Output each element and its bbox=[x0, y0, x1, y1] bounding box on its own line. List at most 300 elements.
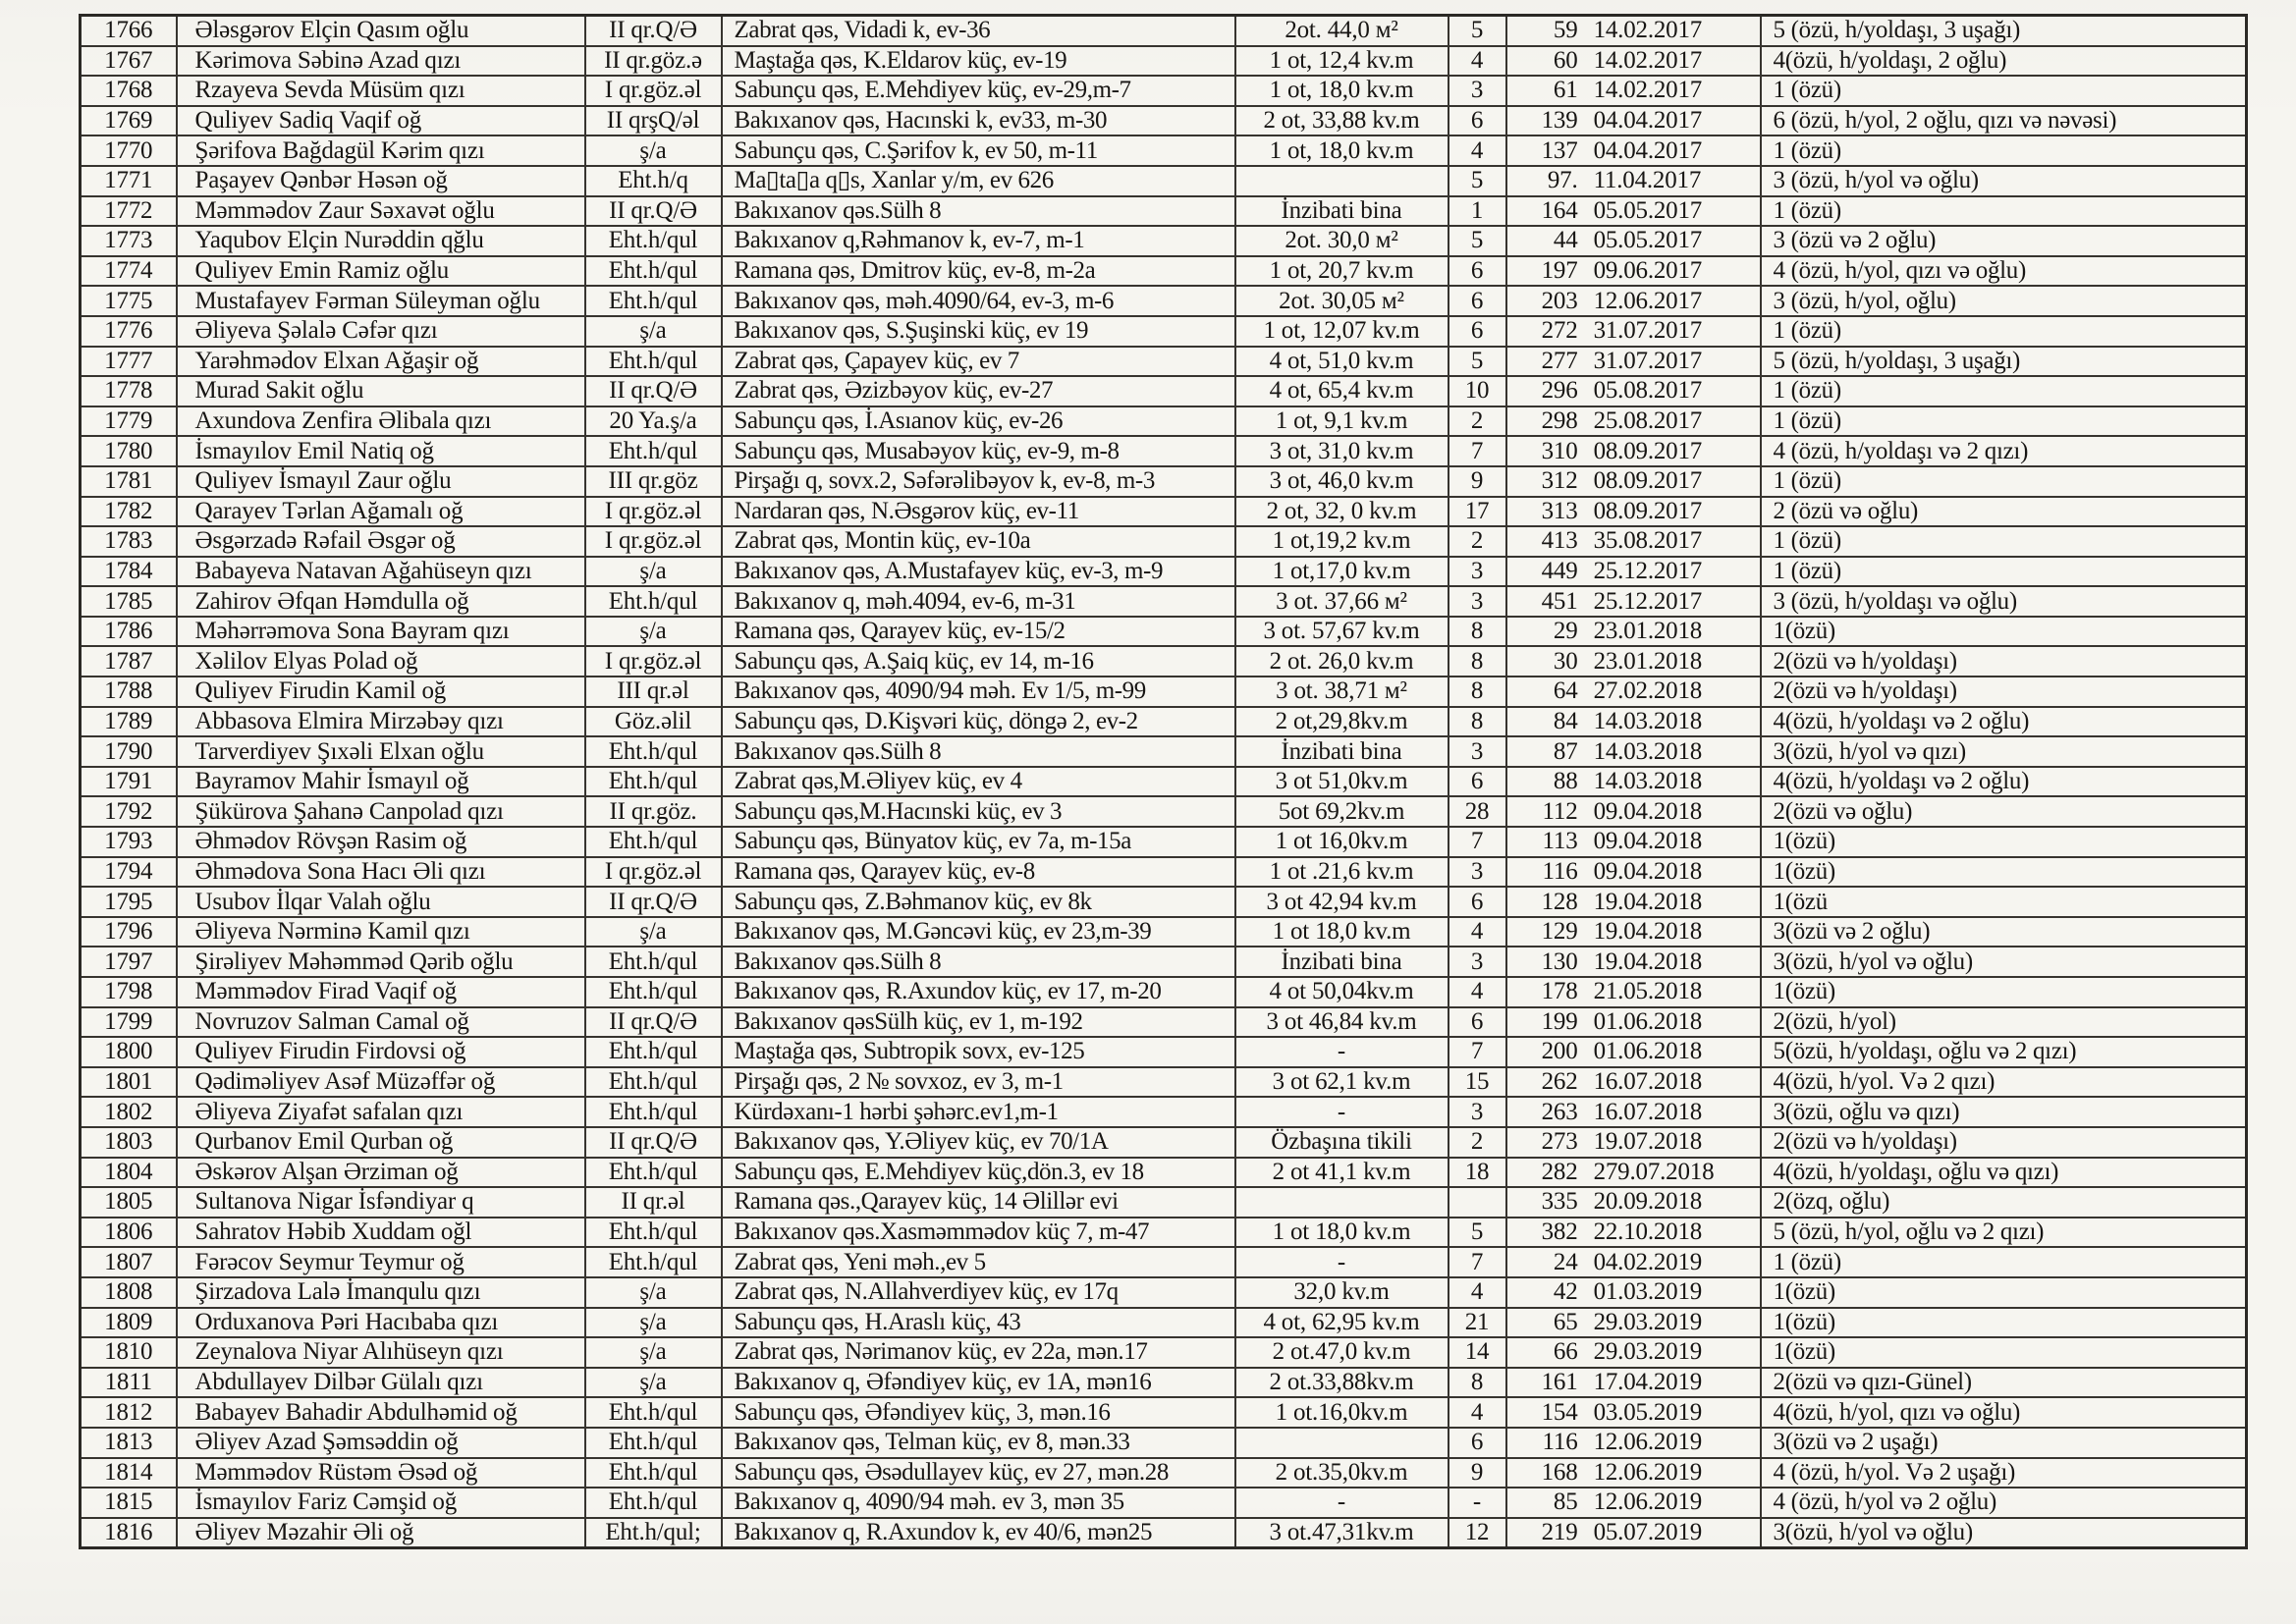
cell-count: 6 bbox=[1449, 106, 1506, 136]
table-row bbox=[81, 617, 2247, 647]
cell-family-members: 3(özü, h/yol və qızı) bbox=[1761, 736, 2247, 767]
cell-family-members: 1(özü) bbox=[1761, 857, 2247, 888]
cell-person-name: Abdullayev Dilbər Gülalı qızı bbox=[177, 1368, 585, 1398]
protocol-number: 113 bbox=[1542, 828, 1578, 855]
cell-category: Eht.h/qul bbox=[585, 436, 722, 466]
cell-protocol-date bbox=[1506, 707, 1761, 737]
table-row bbox=[81, 1247, 2247, 1277]
cell-apartment-info: 3 ot 51,0kv.m bbox=[1235, 767, 1449, 797]
table-row bbox=[81, 736, 2247, 767]
protocol-number: 449 bbox=[1541, 557, 1578, 584]
cell-category: ş/a bbox=[585, 917, 722, 947]
cell-category: ş/a bbox=[585, 1308, 722, 1338]
cell-family-members: 6 (özü, h/yol, 2 oğlu, qızı və nəvəsi) bbox=[1761, 106, 2247, 136]
cell-family-members: 1(özü) bbox=[1761, 977, 2247, 1007]
cell-row-number: 1782 bbox=[81, 497, 177, 527]
cell-address: Sabunçu qəs, D.Kişvəri küç, döngə 2, ev-2 bbox=[722, 707, 1235, 737]
cell-address: Bakıxanov qəs, Y.Əliyev küç, ev 70/1A bbox=[722, 1127, 1235, 1158]
cell-address: Zabrat qəs, Yeni məh.,ev 5 bbox=[722, 1247, 1235, 1277]
table-row bbox=[81, 526, 2247, 557]
cell-address: Ramana qəs, Qarayev küç, ev-15/2 bbox=[722, 617, 1235, 647]
cell-protocol-date bbox=[1506, 887, 1761, 917]
registration-date: 05.08.2017 bbox=[1593, 377, 1703, 405]
registration-date: 05.07.2019 bbox=[1593, 1518, 1703, 1545]
cell-person-name: Əsgərzadə Rəfail Əsgər oğ bbox=[177, 526, 585, 557]
cell-category: II qrşQ/əl bbox=[585, 106, 722, 136]
cell-apartment-info: İnzibati bina bbox=[1235, 736, 1449, 767]
table-row bbox=[81, 977, 2247, 1007]
cell-person-name: Rzayeva Sevda Müsüm qızı bbox=[177, 76, 585, 106]
table-row bbox=[81, 1518, 2247, 1548]
cell-address: Zabrat qəs, Vidadi k, ev-36 bbox=[722, 16, 1235, 46]
cell-count: 1 bbox=[1449, 196, 1506, 227]
protocol-number: 88 bbox=[1553, 768, 1578, 795]
registration-date: 19.04.2018 bbox=[1593, 888, 1703, 915]
protocol-number: 263 bbox=[1541, 1098, 1578, 1125]
table-row bbox=[81, 135, 2247, 166]
cell-category: III qr.əl bbox=[585, 677, 722, 707]
cell-person-name: Yarəhmədov Elxan Ağaşir oğ bbox=[177, 347, 585, 377]
cell-protocol-date bbox=[1506, 1308, 1761, 1338]
cell-category: Eht.h/qul bbox=[585, 1247, 722, 1277]
table-row bbox=[81, 1007, 2247, 1038]
cell-category: I qr.göz.əl bbox=[585, 76, 722, 106]
cell-protocol-date bbox=[1506, 796, 1761, 827]
cell-apartment-info: İnzibati bina bbox=[1235, 947, 1449, 977]
cell-protocol-date bbox=[1506, 1127, 1761, 1158]
registration-date: 12.06.2019 bbox=[1593, 1458, 1703, 1486]
cell-count: 5 bbox=[1449, 347, 1506, 377]
cell-apartment-info: 3 ot. 57,67 kv.m bbox=[1235, 617, 1449, 647]
registration-date: 03.05.2019 bbox=[1593, 1398, 1703, 1426]
cell-person-name: Şərifova Bağdagül Kərim qızı bbox=[177, 135, 585, 166]
cell-address: Sabunçu qəs, E.Mehdiyev küç,dön.3, ev 18 bbox=[722, 1158, 1235, 1188]
registration-date: 25.12.2017 bbox=[1593, 557, 1703, 584]
cell-category: Eht.h/qul bbox=[585, 1458, 722, 1489]
cell-protocol-date bbox=[1506, 917, 1761, 947]
cell-protocol-date bbox=[1506, 1368, 1761, 1398]
cell-category: II qr.Q/Ə bbox=[585, 1127, 722, 1158]
cell-row-number: 1816 bbox=[81, 1518, 177, 1548]
cell-apartment-info: 32,0 kv.m bbox=[1235, 1277, 1449, 1308]
protocol-number: 203 bbox=[1541, 287, 1578, 314]
cell-apartment-info: 4 ot, 51,0 kv.m bbox=[1235, 347, 1449, 377]
protocol-number: 161 bbox=[1541, 1369, 1578, 1396]
table-row bbox=[81, 76, 2247, 106]
cell-apartment-info: 1 ot, 12,07 kv.m bbox=[1235, 316, 1449, 347]
cell-address: Zabrat qəs,M.Əliyev küç, ev 4 bbox=[722, 767, 1235, 797]
cell-apartment-info bbox=[1235, 166, 1449, 196]
registration-date: 29.03.2019 bbox=[1593, 1338, 1703, 1366]
cell-address: Sabunçu qəs, Əsədullayev küç, ev 27, mən.28 bbox=[722, 1458, 1235, 1489]
cell-person-name: Zahirov Əfqan Həmdulla oğ bbox=[177, 586, 585, 617]
cell-family-members: 5 (özü, h/yoldaşı, 3 uşağı) bbox=[1761, 347, 2247, 377]
cell-person-name: İsmayılov Emil Natiq oğ bbox=[177, 436, 585, 466]
cell-apartment-info: 1 ot,19,2 kv.m bbox=[1235, 526, 1449, 557]
cell-category: Eht.h/qul bbox=[585, 977, 722, 1007]
cell-row-number: 1772 bbox=[81, 196, 177, 227]
cell-row-number: 1811 bbox=[81, 1368, 177, 1398]
cell-person-name: Məmmədov Zaur Səxavət oğlu bbox=[177, 196, 585, 227]
protocol-number: 59 bbox=[1553, 17, 1578, 44]
registration-date: 14.02.2017 bbox=[1593, 46, 1703, 74]
cell-protocol-date bbox=[1506, 677, 1761, 707]
cell-category: Eht.h/qul bbox=[585, 226, 722, 256]
cell-category: ş/a bbox=[585, 1368, 722, 1398]
protocol-number: 335 bbox=[1541, 1188, 1578, 1216]
protocol-number: 277 bbox=[1541, 347, 1578, 374]
cell-family-members: 2(özü və h/yoldaşı) bbox=[1761, 1127, 2247, 1158]
registration-date: 05.05.2017 bbox=[1593, 196, 1703, 224]
cell-person-name: Quliyev İsmayıl Zaur oğlu bbox=[177, 466, 585, 497]
cell-protocol-date bbox=[1506, 1337, 1761, 1368]
cell-row-number: 1804 bbox=[81, 1158, 177, 1188]
cell-protocol-date bbox=[1506, 586, 1761, 617]
table-row bbox=[81, 1218, 2247, 1248]
cell-apartment-info: 2 ot.33,88kv.m bbox=[1235, 1368, 1449, 1398]
cell-address: Zabrat qəs, Nərimanov küç, ev 22a, mən.17 bbox=[722, 1337, 1235, 1368]
cell-family-members: 3(özü, h/yol və oğlu) bbox=[1761, 947, 2247, 977]
cell-category: Eht.h/qul bbox=[585, 1158, 722, 1188]
cell-protocol-date bbox=[1506, 256, 1761, 287]
cell-address: Ramana qəs, Qarayev küç, ev-8 bbox=[722, 857, 1235, 888]
table-row bbox=[81, 646, 2247, 677]
cell-count: 4 bbox=[1449, 135, 1506, 166]
cell-person-name: Ələsgərov Elçin Qasım oğlu bbox=[177, 16, 585, 46]
protocol-number: 137 bbox=[1541, 136, 1578, 164]
table-row bbox=[81, 466, 2247, 497]
cell-protocol-date bbox=[1506, 1158, 1761, 1188]
cell-family-members: 2(özü və qızı-Günel) bbox=[1761, 1368, 2247, 1398]
cell-person-name: Əliyev Azad Şəmsəddin oğ bbox=[177, 1428, 585, 1458]
table-row bbox=[81, 376, 2247, 406]
cell-address: Bakıxanov qəs, A.Mustafayev küç, ev-3, m-9 bbox=[722, 557, 1235, 587]
cell-protocol-date bbox=[1506, 166, 1761, 196]
cell-family-members: 4(özü, h/yol, qızı və oğlu) bbox=[1761, 1397, 2247, 1428]
cell-count: 7 bbox=[1449, 1037, 1506, 1067]
cell-apartment-info: 1 ot.16,0kv.m bbox=[1235, 1397, 1449, 1428]
cell-apartment-info: 1 ot, 9,1 kv.m bbox=[1235, 406, 1449, 437]
cell-count: 3 bbox=[1449, 586, 1506, 617]
cell-row-number: 1795 bbox=[81, 887, 177, 917]
table-row bbox=[81, 497, 2247, 527]
cell-count: 3 bbox=[1449, 947, 1506, 977]
cell-category: Eht.h/qul bbox=[585, 1488, 722, 1518]
cell-category: I qr.göz.əl bbox=[585, 857, 722, 888]
cell-row-number: 1798 bbox=[81, 977, 177, 1007]
cell-person-name: Qurbanov Emil Qurban oğ bbox=[177, 1127, 585, 1158]
table-row bbox=[81, 256, 2247, 287]
registration-date: 01.03.2019 bbox=[1593, 1278, 1703, 1306]
cell-row-number: 1806 bbox=[81, 1218, 177, 1248]
cell-category: 20 Ya.ş/a bbox=[585, 406, 722, 437]
registration-date: 19.04.2018 bbox=[1593, 947, 1703, 975]
cell-family-members: 3 (özü, h/yoldaşı və oğlu) bbox=[1761, 586, 2247, 617]
cell-address: Bakıxanov qəsSülh küç, ev 1, m-192 bbox=[722, 1007, 1235, 1038]
protocol-number: 219 bbox=[1541, 1518, 1578, 1545]
table-row bbox=[81, 887, 2247, 917]
cell-apartment-info: - bbox=[1235, 1488, 1449, 1518]
cell-category: I qr.göz.əl bbox=[585, 646, 722, 677]
cell-apartment-info: 2 ot, 33,88 kv.m bbox=[1235, 106, 1449, 136]
cell-row-number: 1788 bbox=[81, 677, 177, 707]
registration-date: 16.07.2018 bbox=[1593, 1098, 1703, 1125]
cell-family-members: 1 (özü) bbox=[1761, 135, 2247, 166]
cell-row-number: 1812 bbox=[81, 1397, 177, 1428]
protocol-number: 30 bbox=[1553, 647, 1578, 675]
cell-address: Bakıxanov q, Əfəndiyev küç, ev 1A, mən16 bbox=[722, 1368, 1235, 1398]
cell-protocol-date bbox=[1506, 1007, 1761, 1038]
cell-count: 17 bbox=[1449, 497, 1506, 527]
cell-family-members: 2(özü və h/yoldaşı) bbox=[1761, 646, 2247, 677]
cell-family-members: 1(özü) bbox=[1761, 1277, 2247, 1308]
table-row bbox=[81, 1127, 2247, 1158]
cell-protocol-date bbox=[1506, 46, 1761, 77]
protocol-number: 64 bbox=[1553, 677, 1578, 705]
cell-address: Bakıxanov q, R.Axundov k, ev 40/6, mən25 bbox=[722, 1518, 1235, 1548]
cell-family-members: 1 (özü) bbox=[1761, 196, 2247, 227]
table-row bbox=[81, 586, 2247, 617]
cell-apartment-info: 2 ot,29,8kv.m bbox=[1235, 707, 1449, 737]
cell-row-number: 1794 bbox=[81, 857, 177, 888]
cell-address: Bakıxanov qəs, R.Axundov küç, ev 17, m-20 bbox=[722, 977, 1235, 1007]
cell-count: 4 bbox=[1449, 1397, 1506, 1428]
cell-family-members: 1 (özü) bbox=[1761, 526, 2247, 557]
cell-apartment-info: Özbaşına tikili bbox=[1235, 1127, 1449, 1158]
cell-category: Eht.h/qul bbox=[585, 947, 722, 977]
cell-protocol-date bbox=[1506, 736, 1761, 767]
table-row bbox=[81, 857, 2247, 888]
cell-row-number: 1777 bbox=[81, 347, 177, 377]
cell-apartment-info: 2 ot.47,0 kv.m bbox=[1235, 1337, 1449, 1368]
cell-person-name: Bayramov Mahir İsmayıl oğ bbox=[177, 767, 585, 797]
cell-protocol-date bbox=[1506, 977, 1761, 1007]
registration-date: 22.10.2018 bbox=[1593, 1218, 1703, 1246]
cell-row-number: 1775 bbox=[81, 286, 177, 316]
table-row bbox=[81, 796, 2247, 827]
cell-protocol-date bbox=[1506, 617, 1761, 647]
cell-category: II qr.göz. bbox=[585, 796, 722, 827]
cell-family-members: 1 (özü) bbox=[1761, 1247, 2247, 1277]
cell-category: ş/a bbox=[585, 557, 722, 587]
protocol-number: 282 bbox=[1541, 1158, 1578, 1185]
cell-category: Eht.h/qul bbox=[585, 1097, 722, 1127]
cell-category: Eht.h/qul bbox=[585, 767, 722, 797]
cell-address: Bakıxanov qəs.Sülh 8 bbox=[722, 196, 1235, 227]
cell-person-name: Şükürova Şahanə Canpolad qızı bbox=[177, 796, 585, 827]
cell-person-name: Murad Sakit oğlu bbox=[177, 376, 585, 406]
cell-category: I qr.göz.əl bbox=[585, 497, 722, 527]
cell-count: 6 bbox=[1449, 1428, 1506, 1458]
protocol-number: 178 bbox=[1541, 978, 1578, 1005]
cell-person-name: Əliyeva Nərminə Kamil qızı bbox=[177, 917, 585, 947]
cell-protocol-date bbox=[1506, 1428, 1761, 1458]
table-row bbox=[81, 1067, 2247, 1098]
table-row bbox=[81, 677, 2247, 707]
cell-address: Bakıxanov qəs, məh.4090/64, ev-3, m-6 bbox=[722, 286, 1235, 316]
registration-date: 35.08.2017 bbox=[1593, 527, 1703, 555]
cell-apartment-info: 3 ot, 31,0 kv.m bbox=[1235, 436, 1449, 466]
cell-row-number: 1815 bbox=[81, 1488, 177, 1518]
cell-apartment-info: 1 ot 18,0 kv.m bbox=[1235, 1218, 1449, 1248]
cell-apartment-info: 3 ot 62,1 kv.m bbox=[1235, 1067, 1449, 1098]
cell-family-members: 1(özü bbox=[1761, 887, 2247, 917]
cell-count: 3 bbox=[1449, 1097, 1506, 1127]
registration-date: 05.05.2017 bbox=[1593, 227, 1703, 254]
registration-date: 12.06.2017 bbox=[1593, 287, 1703, 314]
protocol-number: 413 bbox=[1541, 527, 1578, 555]
cell-protocol-date bbox=[1506, 347, 1761, 377]
cell-apartment-info: İnzibati bina bbox=[1235, 196, 1449, 227]
cell-count: 4 bbox=[1449, 917, 1506, 947]
cell-family-members: 2 (özü və oğlu) bbox=[1761, 497, 2247, 527]
cell-count: 5 bbox=[1449, 16, 1506, 46]
cell-row-number: 1803 bbox=[81, 1127, 177, 1158]
cell-row-number: 1799 bbox=[81, 1007, 177, 1038]
cell-apartment-info: 3 ot 46,84 kv.m bbox=[1235, 1007, 1449, 1038]
cell-category: Eht.h/q bbox=[585, 166, 722, 196]
cell-count: 3 bbox=[1449, 557, 1506, 587]
table-row bbox=[81, 827, 2247, 857]
cell-family-members: 2(özq, oğlu) bbox=[1761, 1187, 2247, 1218]
cell-family-members: 1(özü) bbox=[1761, 1337, 2247, 1368]
cell-protocol-date bbox=[1506, 196, 1761, 227]
cell-apartment-info: 1 ot, 18,0 kv.m bbox=[1235, 76, 1449, 106]
protocol-number: 29 bbox=[1553, 618, 1578, 645]
cell-apartment-info: 4 ot, 62,95 kv.m bbox=[1235, 1308, 1449, 1338]
cell-category: II qr.Q/Ə bbox=[585, 196, 722, 227]
cell-address: Zabrat qəs, N.Allahverdiyev küç, ev 17q bbox=[722, 1277, 1235, 1308]
protocol-number: 61 bbox=[1553, 77, 1578, 104]
cell-apartment-info: 1 ot 18,0 kv.m bbox=[1235, 917, 1449, 947]
cell-apartment-info: 2 ot, 32, 0 kv.m bbox=[1235, 497, 1449, 527]
cell-apartment-info: 2 ot. 26,0 kv.m bbox=[1235, 646, 1449, 677]
table-row bbox=[81, 406, 2247, 437]
cell-count: - bbox=[1449, 1488, 1506, 1518]
cell-address: Bakıxanov qəs.Sülh 8 bbox=[722, 947, 1235, 977]
cell-count: 6 bbox=[1449, 887, 1506, 917]
cell-person-name: Əliyev Məzahir Əli oğ bbox=[177, 1518, 585, 1548]
registration-date: 14.03.2018 bbox=[1593, 707, 1703, 734]
cell-address: Bakıxanov qəs.Sülh 8 bbox=[722, 736, 1235, 767]
cell-apartment-info: 3 ot, 46,0 kv.m bbox=[1235, 466, 1449, 497]
registration-date: 279.07.2018 bbox=[1593, 1158, 1715, 1185]
cell-family-members: 2(özü və oğlu) bbox=[1761, 796, 2247, 827]
cell-apartment-info: 1 ot, 18,0 kv.m bbox=[1235, 135, 1449, 166]
table-row bbox=[81, 316, 2247, 347]
cell-row-number: 1771 bbox=[81, 166, 177, 196]
cell-protocol-date bbox=[1506, 947, 1761, 977]
cell-address: Ramana qəs, Dmitrov küç, ev-8, m-2a bbox=[722, 256, 1235, 287]
cell-apartment-info: 5ot 69,2kv.m bbox=[1235, 796, 1449, 827]
cell-row-number: 1808 bbox=[81, 1277, 177, 1308]
table-row bbox=[81, 1037, 2247, 1067]
registration-date: 31.07.2017 bbox=[1593, 347, 1703, 374]
cell-address: Bakıxanov qəs, Hacınski k, ev33, m-30 bbox=[722, 106, 1235, 136]
cell-family-members: 3(özü və 2 uşağı) bbox=[1761, 1428, 2247, 1458]
cell-protocol-date bbox=[1506, 1097, 1761, 1127]
cell-person-name: Məhərrəmova Sona Bayram qızı bbox=[177, 617, 585, 647]
cell-person-name: İsmayılov Fariz Cəmşid oğ bbox=[177, 1488, 585, 1518]
protocol-number: 262 bbox=[1541, 1068, 1578, 1096]
cell-apartment-info: 2ot. 44,0 м² bbox=[1235, 16, 1449, 46]
cell-person-name: Babayeva Natavan Ağahüseyn qızı bbox=[177, 557, 585, 587]
cell-person-name: Əliyeva Şəlalə Cəfər qızı bbox=[177, 316, 585, 347]
registration-date: 12.06.2019 bbox=[1593, 1489, 1703, 1516]
cell-address: Bakıxanov qəs.Xasməmmədov küç 7, m-47 bbox=[722, 1218, 1235, 1248]
housing-registry-table bbox=[79, 14, 2248, 1549]
protocol-number: 298 bbox=[1541, 407, 1578, 435]
registration-date: 25.12.2017 bbox=[1593, 587, 1703, 615]
cell-protocol-date bbox=[1506, 1397, 1761, 1428]
table-row bbox=[81, 347, 2247, 377]
cell-person-name: Abbasova Elmira Mirzəbəy qızı bbox=[177, 707, 585, 737]
cell-family-members: 4 (özü, h/yol, qızı və oğlu) bbox=[1761, 256, 2247, 287]
cell-category: ş/a bbox=[585, 1337, 722, 1368]
cell-count: 12 bbox=[1449, 1518, 1506, 1548]
cell-person-name: Məmmədov Firad Vaqif oğ bbox=[177, 977, 585, 1007]
cell-row-number: 1786 bbox=[81, 617, 177, 647]
protocol-number: 60 bbox=[1553, 46, 1578, 74]
cell-count: 6 bbox=[1449, 256, 1506, 287]
cell-family-members: 4(özü, h/yoldaşı, oğlu və qızı) bbox=[1761, 1158, 2247, 1188]
cell-row-number: 1773 bbox=[81, 226, 177, 256]
cell-category: II qr.əl bbox=[585, 1187, 722, 1218]
cell-row-number: 1774 bbox=[81, 256, 177, 287]
cell-count: 3 bbox=[1449, 857, 1506, 888]
registration-date: 14.03.2018 bbox=[1593, 768, 1703, 795]
registration-date: 14.02.2017 bbox=[1593, 77, 1703, 104]
cell-address: Zabrat qəs, Montin küç, ev-10a bbox=[722, 526, 1235, 557]
cell-protocol-date bbox=[1506, 316, 1761, 347]
protocol-number: 116 bbox=[1542, 1429, 1578, 1456]
cell-apartment-info: 1 ot, 12,4 kv.m bbox=[1235, 46, 1449, 77]
registration-date: 09.06.2017 bbox=[1593, 257, 1703, 285]
protocol-number: 85 bbox=[1553, 1489, 1578, 1516]
cell-protocol-date bbox=[1506, 1277, 1761, 1308]
cell-count: 4 bbox=[1449, 977, 1506, 1007]
protocol-number: 129 bbox=[1541, 918, 1578, 946]
cell-protocol-date bbox=[1506, 1218, 1761, 1248]
cell-count: 8 bbox=[1449, 1368, 1506, 1398]
cell-row-number: 1781 bbox=[81, 466, 177, 497]
cell-address: Sabunçu qəs, E.Mehdiyev küç, ev-29,m-7 bbox=[722, 76, 1235, 106]
cell-count: 8 bbox=[1449, 646, 1506, 677]
cell-address: Sabunçu qəs, C.Şərifov k, ev 50, m-11 bbox=[722, 135, 1235, 166]
cell-family-members: 1 (özü) bbox=[1761, 557, 2247, 587]
table-row bbox=[81, 1337, 2247, 1368]
cell-family-members: 4(özü, h/yoldaşı, 2 oğlu) bbox=[1761, 46, 2247, 77]
cell-protocol-date bbox=[1506, 646, 1761, 677]
cell-family-members: 3(özü, oğlu və qızı) bbox=[1761, 1097, 2247, 1127]
registration-date: 17.04.2019 bbox=[1593, 1369, 1703, 1396]
cell-address: Nardaran qəs, N.Əsgərov küç, ev-11 bbox=[722, 497, 1235, 527]
protocol-number: 451 bbox=[1541, 587, 1578, 615]
cell-person-name: Paşayev Qənbər Həsən oğ bbox=[177, 166, 585, 196]
protocol-number: 313 bbox=[1541, 497, 1578, 524]
cell-row-number: 1787 bbox=[81, 646, 177, 677]
cell-family-members: 3 (özü, h/yol və oğlu) bbox=[1761, 166, 2247, 196]
cell-address: Maştağa qəs, K.Eldarov küç, ev-19 bbox=[722, 46, 1235, 77]
cell-count: 15 bbox=[1449, 1067, 1506, 1098]
protocol-number: 197 bbox=[1541, 257, 1578, 285]
registration-date: 09.04.2018 bbox=[1593, 857, 1703, 885]
cell-person-name: Kərimova Səbinə Azad qızı bbox=[177, 46, 585, 77]
cell-category: II qr.Q/Ə bbox=[585, 376, 722, 406]
cell-protocol-date bbox=[1506, 557, 1761, 587]
table-row bbox=[81, 1397, 2247, 1428]
cell-row-number: 1790 bbox=[81, 736, 177, 767]
